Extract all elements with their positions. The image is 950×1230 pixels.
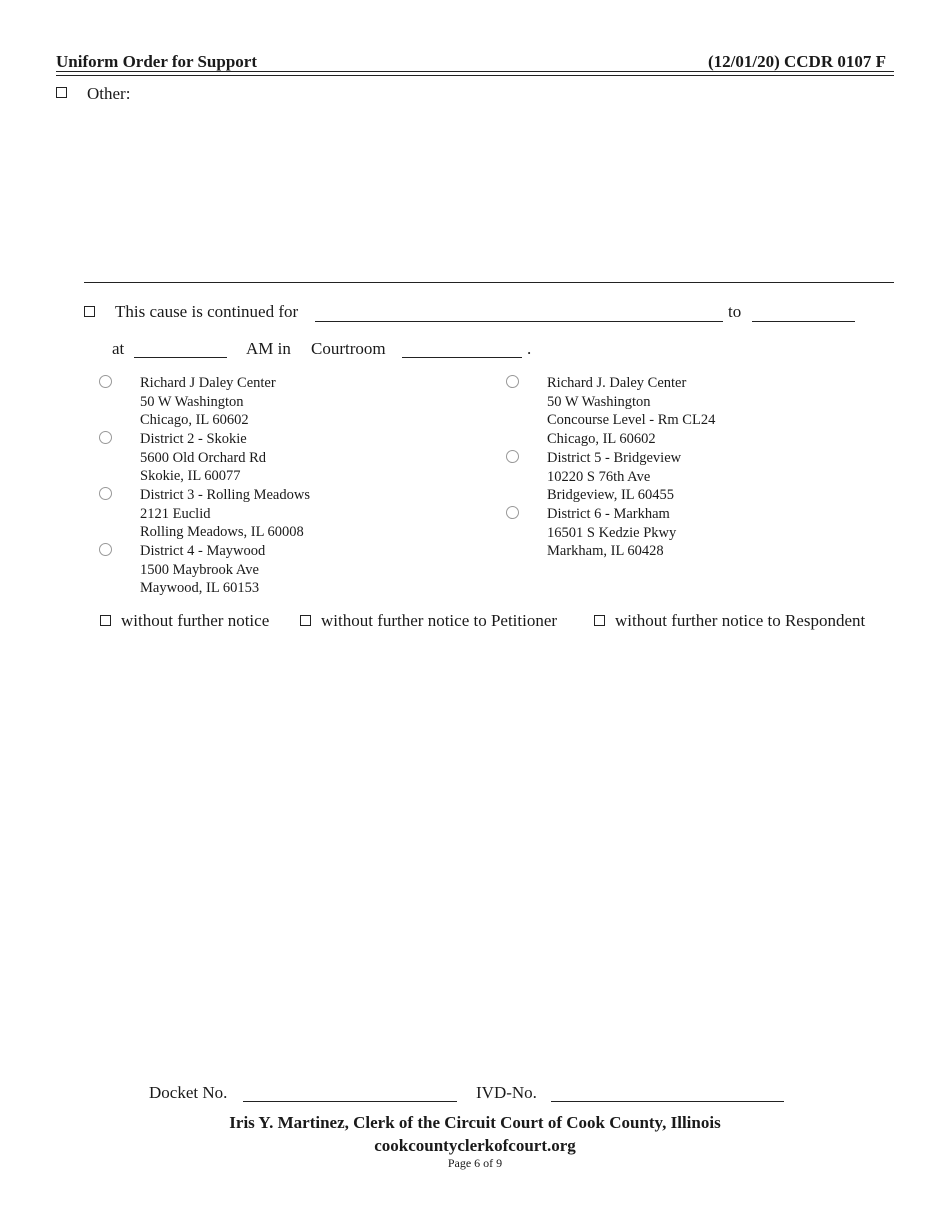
form-title: Uniform Order for Support: [56, 52, 258, 71]
notice-respondent-label: without further notice to Respondent: [615, 611, 866, 630]
location-district-5: District 5 - Bridgeview 10220 S 76th Ave Bridgeview, IL 60455: [547, 450, 682, 504]
location-radio-daley[interactable]: [99, 375, 112, 388]
continued-date-field[interactable]: [752, 320, 855, 322]
form-code: (12/01/20) CCDR 0107 F: [707, 52, 886, 71]
location-daley-concourse: Richard J. Daley Center 50 W Washington Concourse Level - Rm CL24 Chicago, IL 60602: [547, 375, 716, 447]
location-district-2: District 2 - Skokie 5600 Old Orchard Rd Skokie, IL 60077: [140, 431, 267, 485]
docket-number-field[interactable]: [243, 1100, 457, 1102]
continued-purpose-field[interactable]: [315, 320, 723, 322]
location-radio-maywood[interactable]: [99, 543, 112, 556]
notice-none-checkbox[interactable]: [100, 615, 111, 626]
location-radio-markham[interactable]: [506, 506, 519, 519]
am-in-label: AM in: [246, 339, 291, 358]
clerk-name: Iris Y. Martinez, Clerk of the Circuit Court of Cook County, Illinois: [229, 1113, 721, 1132]
continued-to-label: to: [728, 302, 742, 321]
notice-none-label: without further notice: [121, 611, 270, 630]
location-radio-daley-concourse[interactable]: [506, 375, 519, 388]
ivd-label: IVD-No.: [476, 1083, 537, 1102]
ivd-number-field[interactable]: [551, 1100, 784, 1102]
period: .: [527, 339, 532, 358]
notice-respondent-checkbox[interactable]: [594, 615, 605, 626]
location-district-3: District 3 - Rolling Meadows 2121 Euclid Rolling Meadows, IL 60008: [140, 487, 310, 541]
location-radio-skokie[interactable]: [99, 431, 112, 444]
header-rule-secondary: [56, 75, 894, 76]
continued-checkbox[interactable]: [84, 306, 95, 317]
location-district-6: District 6 - Markham 16501 S Kedzie Pkwy Markham, IL 60428: [547, 506, 677, 560]
continued-label: This cause is continued for: [115, 302, 299, 321]
clerk-website: cookcountyclerkofcourt.org: [374, 1136, 576, 1155]
notice-petitioner-label: without further notice to Petitioner: [321, 611, 558, 630]
location-radio-rolling-meadows[interactable]: [99, 487, 112, 500]
notice-petitioner-checkbox[interactable]: [300, 615, 311, 626]
section-divider: [84, 282, 894, 283]
at-label: at: [112, 339, 125, 358]
location-district-4: District 4 - Maywood 1500 Maybrook Ave Maywood, IL 60153: [140, 543, 266, 597]
time-field[interactable]: [134, 356, 227, 358]
other-label: Other:: [87, 84, 131, 103]
courtroom-field[interactable]: [402, 356, 522, 358]
header-rule: [56, 71, 894, 72]
location-radio-bridgeview[interactable]: [506, 450, 519, 463]
courtroom-label: Courtroom: [311, 339, 386, 358]
page-number: Page 6 of 9: [447, 1156, 503, 1170]
docket-label: Docket No.: [149, 1083, 228, 1102]
location-daley-center: Richard J Daley Center 50 W Washington Chicago, IL 60602: [140, 375, 276, 429]
other-checkbox[interactable]: [56, 87, 67, 98]
